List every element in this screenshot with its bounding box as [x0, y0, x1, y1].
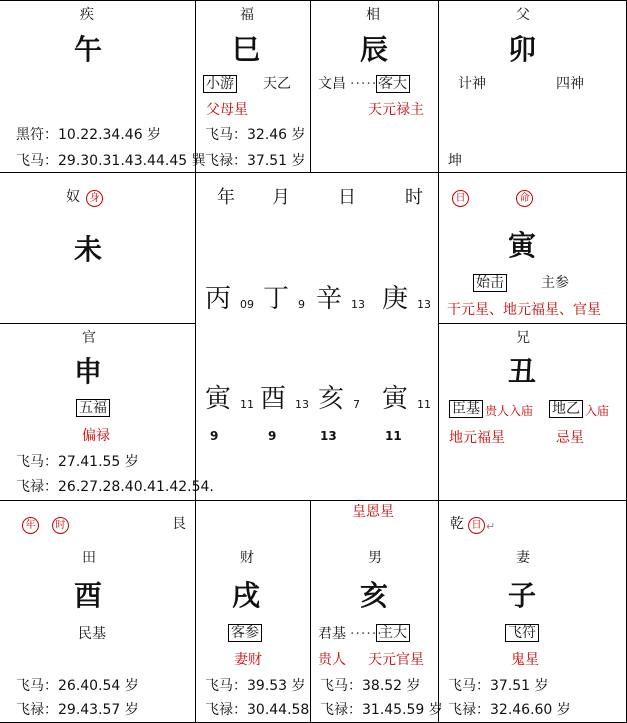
- palace-label: 田: [82, 550, 96, 566]
- corner-text: 艮: [172, 516, 186, 532]
- stem-month: 丁: [263, 284, 290, 314]
- info-line: 飞马：37.51 岁: [448, 678, 549, 694]
- grid-outer-top: [0, 0, 627, 1]
- ri-seal-icon: 日: [468, 517, 485, 534]
- palace-label: 相: [366, 7, 380, 23]
- red-star: 皇恩星: [352, 504, 394, 520]
- info-line: 飞禄：31.45.59 岁: [320, 702, 443, 718]
- bottom-num: 9: [210, 429, 219, 443]
- header-year: 年: [217, 187, 235, 208]
- shen-seal-icon: 身: [86, 190, 103, 207]
- nian-seal-icon: 年: [22, 517, 39, 534]
- red-star: 入庙: [585, 404, 610, 418]
- header-hour: 时: [405, 187, 423, 208]
- corner-text: 坤: [448, 153, 462, 169]
- stem-year-num: 09: [240, 298, 254, 311]
- palace-branch: 卯: [508, 33, 537, 66]
- palace-branch: 亥: [360, 579, 389, 612]
- grid-v2a: [310, 0, 311, 172]
- stem-day: 辛: [316, 284, 343, 314]
- star-boxed: 始击: [473, 274, 507, 292]
- bottom-num: 9: [268, 429, 277, 443]
- header-day: 日: [338, 187, 356, 208]
- star-boxed: 客参: [228, 624, 262, 642]
- red-star: 贵人: [318, 652, 346, 668]
- info-line: 飞马：27.41.55 岁: [16, 454, 139, 470]
- red-star: 父母星: [206, 102, 248, 118]
- info-line: 飞马：26.40.54 岁: [16, 678, 139, 694]
- info-line: 飞禄：32.46.60 岁: [448, 702, 571, 718]
- stem-hour: 庚: [382, 284, 409, 314]
- palace-branch: 未: [74, 233, 103, 266]
- grid-v2b: [310, 500, 311, 723]
- red-star: 地元福星: [449, 430, 505, 446]
- grid-v1: [195, 0, 196, 723]
- info-line: 飞马：32.46 岁: [205, 127, 306, 143]
- palace-branch: 巳: [232, 33, 261, 66]
- grid-h2b: [438, 323, 627, 324]
- palace-branch: 午: [74, 33, 103, 66]
- grid-h2: [0, 323, 195, 324]
- info-line: 飞马：38.52 岁: [320, 678, 421, 694]
- palace-label: 男: [368, 550, 382, 566]
- red-star: 妻财: [234, 652, 262, 668]
- star: 天乙: [263, 76, 291, 92]
- grid-h1: [0, 172, 627, 173]
- bottom-num: 11: [385, 429, 402, 443]
- palace-label: 父: [516, 7, 530, 23]
- star-boxed: 地乙: [549, 400, 583, 418]
- bottom-num: 13: [320, 429, 337, 443]
- red-star: 天元官星: [368, 652, 424, 668]
- red-star: 干元星、地元福星、官星: [447, 302, 601, 318]
- info-line: 飞禄：37.51 岁: [205, 153, 306, 169]
- star: 民基: [78, 626, 106, 642]
- branch-month-num: 13: [295, 398, 309, 411]
- stem-month-num: 9: [298, 298, 305, 311]
- palace-branch: 酉: [74, 579, 103, 612]
- header-month: 月: [272, 187, 290, 208]
- palace-label: 兄: [516, 330, 530, 346]
- star-boxed: 飞符: [505, 624, 539, 642]
- ri-seal-icon: 日: [452, 190, 469, 207]
- red-star: 鬼星: [511, 652, 539, 668]
- branch-month: 酉: [260, 384, 287, 414]
- branch-year-num: 11: [240, 398, 254, 411]
- palace-branch: 子: [508, 579, 537, 612]
- star-boxed: 五福: [76, 399, 110, 417]
- palace-label: 福: [240, 7, 254, 23]
- stem-hour-num: 13: [417, 298, 431, 311]
- connector-dots: ······: [350, 76, 383, 92]
- palace-label: 财: [240, 550, 254, 566]
- branch-day-num: 7: [353, 398, 360, 411]
- info-line: 黑符：10.22.34.46 岁: [16, 127, 162, 143]
- star: 文昌: [318, 76, 346, 92]
- palace-label: 疾: [80, 7, 94, 23]
- star-boxed: 小游: [203, 75, 237, 93]
- info-line: 飞禄：29.43.57 岁: [16, 702, 139, 718]
- return-mark-icon: ↵: [486, 520, 496, 533]
- corner-text: 乾: [450, 516, 464, 532]
- star: 计神: [458, 76, 486, 92]
- red-star: 偏禄: [82, 428, 110, 444]
- star-boxed: 主大: [376, 624, 410, 642]
- info-line: 飞禄：26.27.28.40.41.42.54.: [16, 479, 214, 495]
- shi-seal-icon: 时: [52, 517, 69, 534]
- palace-branch: 戌: [232, 579, 261, 612]
- info-line: 飞禄：30.44.58: [205, 702, 310, 718]
- palace-branch: 申: [74, 355, 103, 388]
- grid-h3: [0, 500, 627, 501]
- red-star: 贵人入庙: [485, 404, 534, 418]
- palace-label: 官: [82, 330, 96, 346]
- star: 主参: [541, 275, 569, 291]
- branch-year: 寅: [205, 384, 232, 414]
- grid-v3: [438, 0, 439, 723]
- info-line: 飞马：29.30.31.43.44.45 巽: [16, 153, 206, 169]
- connector-dots: ······: [350, 626, 383, 642]
- star-boxed: 客大: [376, 75, 410, 93]
- red-star: 天元禄主: [368, 102, 424, 118]
- palace-label: 妻: [516, 550, 530, 566]
- info-line: 飞马：39.53 岁: [205, 678, 306, 694]
- palace-branch: 寅: [508, 229, 537, 262]
- branch-day: 亥: [318, 384, 345, 414]
- stem-year: 丙: [205, 284, 232, 314]
- branch-hour: 寅: [382, 384, 409, 414]
- palace-branch: 丑: [508, 355, 537, 388]
- palace-label: 奴: [66, 189, 80, 205]
- star: 君基: [318, 626, 346, 642]
- star: 四神: [556, 76, 584, 92]
- star-boxed: 臣基: [449, 400, 483, 418]
- stem-day-num: 13: [351, 298, 365, 311]
- palace-branch: 辰: [360, 33, 389, 66]
- ming-seal-icon: 命: [516, 190, 533, 207]
- branch-hour-num: 11: [417, 398, 431, 411]
- red-star: 忌星: [556, 430, 584, 446]
